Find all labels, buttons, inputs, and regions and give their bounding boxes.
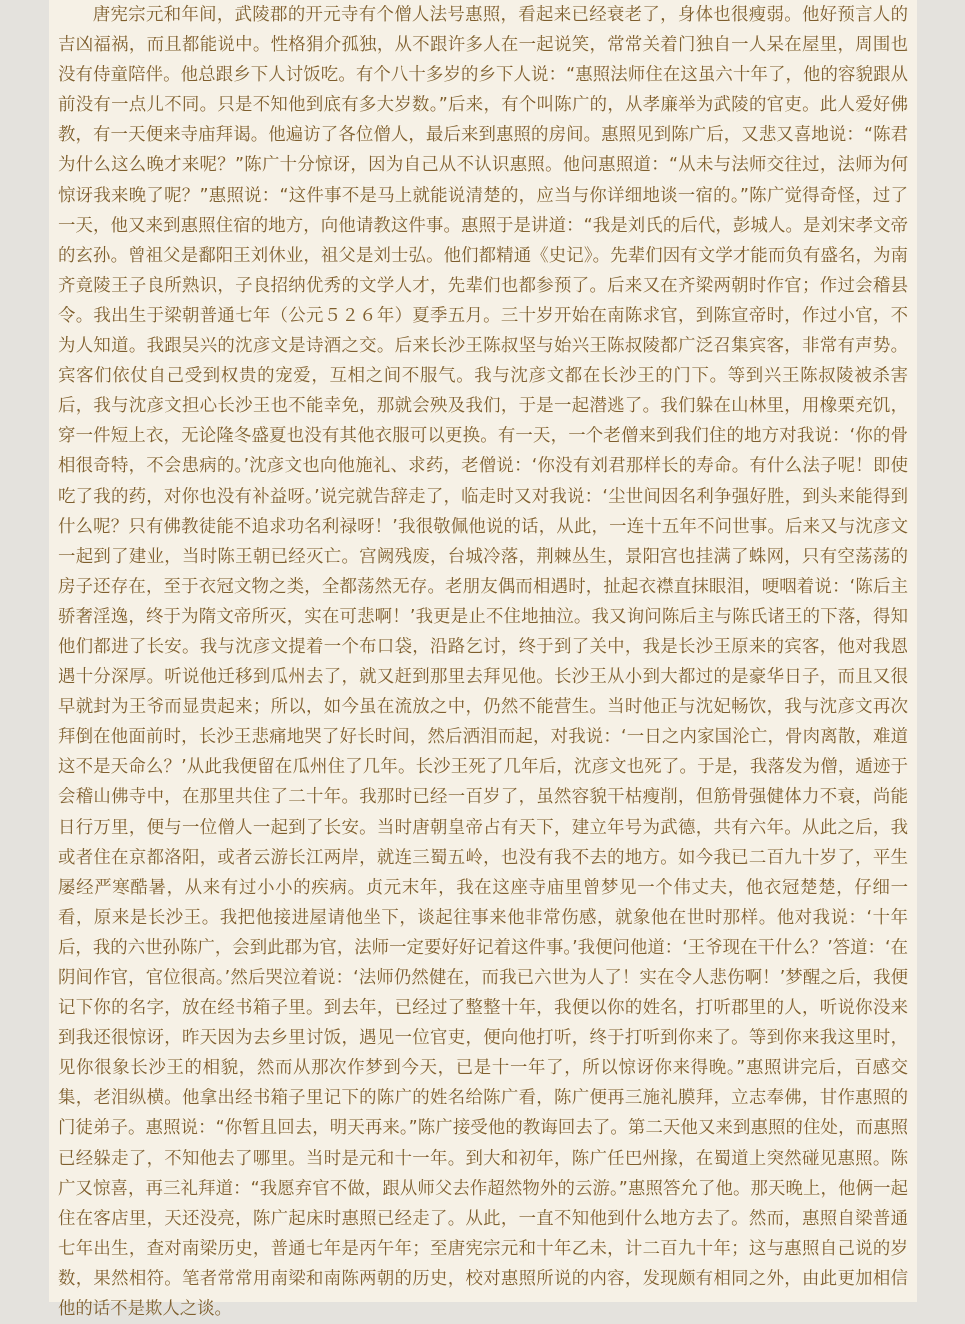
article-text: 唐宪宗元和年间，武陵郡的开元寺有个僧人法号惠照，看起来已经衰老了，身体也很瘦弱。他好预言人的吉凶福祸，而且都能说中。性格狷介孤独，从不跟许多人在一起说笑，常常关着门独自一人呆在屋里，周围也没有侍童陪伴。他总跟乡下人讨饭吃。有个八十多岁的乡下人说：“惠照法师住在这虽六十年了，他的容貌跟从前没有一点儿不同。只是不知他到底有多大岁数。”后来，有个叫陈广的，从孝廉举为武陵的官吏。此人爱好佛教，有一天便来寺庙拜谒。他遍访了各位僧人，最后来到惠照的房间。惠照见到陈广后，又悲又喜地说：“陈君为什么这么晚才来呢？”陈广十分惊讶，因为自己从不认识惠照。他问惠照道：“从未与法师交往过，法师为何惊讶我来晚了呢？”惠照说：“这件事不是马上就能说清楚的，应当与你详细地谈一宿的。”陈广觉得奇怪，过了一天，他又来到惠照住宿的地方，向他请教这件事。惠照于是讲道：“我是刘氏的后代，彭城人。是刘宋孝文帝的玄孙。曾祖父是鄱阳王刘休业，祖父是刘士弘。他们都精通《史记》。先辈们因有文学才能而负有盛名，为南齐竟陵王子良所熟识，子良招纳优秀的文学人才，先辈们也都参预了。后来又在齐梁两朝时作官；作过会稽县令。我出生于梁朝普通七年（公元５２６年）夏季五月。三十岁开始在南陈求官，到陈宣帝时，作过小官，不为人知道。我跟吴兴的沈彦文是诗酒之交。后来长沙王陈叔坚与始兴王陈叔陵都广泛召集宾客，非常有声势。宾客们依仗自己受到权贵的宠爱，互相之间不服气。我与沈彦文都在长沙王的门下。等到兴王陈叔陵被杀害后，我与沈彦文担心长沙王也不能幸免，那就会殃及我们，于是一起潜逃了。我们躲在山林里，用橡栗充饥，穿一件短上衣，无论隆冬盛夏也没有其他衣服可以更换。有一天，一个老僧来到我们住的地方对我说：‘你的骨相很奇特，不会患病的。’沈彦文也向他施礼、求药，老僧说：‘你没有刘君那样长的寿命。有什么法子呢！即使吃了我的药，对你也没有补益呀。’说完就告辞走了，临走时又对我说：‘尘世间因名利争强好胜，到头来能得到什么呢？只有佛教徒能不追求功名利禄呀！’我很敬佩他说的话，从此，一连十五年不问世事。后来又与沈彦文一起到了建业，当时陈王朝已经灭亡。宫阙残废，台城冷落，荆棘丛生，景阳宫也挂满了蛛网，只有空荡荡的房子还存在，至于衣冠文物之类，全都荡然无存。老朋友偶而相遇时，扯起衣襟直抹眼泪，哽咽着说：‘陈后主骄奢淫逸，终于为隋文帝所灭，实在可悲啊！’我更是止不住地抽泣。我又询问陈后主与陈氏诸王的下落，得知他们都进了长安。我与沈彦文提着一个布口袋，沿路乞讨，终于到了关中，我是长沙王原来的宾客，他对我恩遇十分深厚。听说他迁移到瓜州去了，就又赶到那里去拜见他。长沙王从小到大都过的是豪华日子，而且又很早就封为王爷而显贵起来；所以，如今虽在流放之中，仍然不能营生。当时他正与沈妃畅饮，我与沈彦文再次拜倒在他面前时，长沙王悲痛地哭了好长时间，然后洒泪而起，对我说：‘一日之内家国沦亡，骨肉离散，难道这不是天命么？’从此我便留在瓜州住了几年。长沙王死了几年后，沈彦文也死了。于是，我落发为僧，遁迹于会稽山佛寺中，在那里共住了二十年。我那时已经一百岁了，虽然容貌干枯瘦削，但筋骨强健体力不衰，尚能日行万里，便与一位僧人一起到了长安。当时唐朝皇帝占有天下，建立年号为武德，共有六年。从此之后，我或者住在京都洛阳，或者云游长江两岸，就连三蜀五岭，也没有我不去的地方。如今我已二百九十岁了，平生屡经严寒酷暑，从来有过小小的疾病。贞元末年，我在这座寺庙里曾梦见一个伟丈夫，他衣冠楚楚，仔细一看，原来是长沙王。我把他接进屋请他坐下，谈起往事来他非常伤感，就象他在世时那样。他对我说：‘十年后，我的六世孙陈广，会到此郡为官，法师一定要好好记着这件事。’我便问他道：‘王爷现在干什么？’答道：‘在阴间作官，官位很高。’然后哭泣着说：‘法师仍然健在，而我已六世为人了！实在令人悲伤啊！’梦醒之后，我便记下你的名字，放在经书箱子里。到去年，已经过了整整十年，我便以你的姓名，打听郡里的人，听说你没来到我还很惊讶，昨天因为去乡里讨饭，遇见一位官吏，便向他打听，终于打听到你来了。等到你来我这里时，见你很象长沙王的相貌，然而从那次作梦到今天，已是十一年了，所以惊讶你来得晚。”惠照讲完后，百感交集，老泪纵横。他拿出经书箱子里记下的陈广的姓名给陈广看，陈广便再三施礼膜拜，立志奉佛，甘作惠照的门徒弟子。惠照说：“你暂且回去，明天再来。”陈广接受他的教诲回去了。第二天他又来到惠照的住处，而惠照已经躲走了，不知他去了哪里。当时是元和十一年。到大和初年，陈广任巴州掾，在蜀道上突然碰见惠照。陈广又惊喜，再三礼拜道：“我愿弃官不做，跟从师父去作超然物外的云游。”惠照答允了他。那天晚上，他俩一起住在客店里，天还没亮，陈广起床时惠照已经走了。从此，一直不知他到什么地方去了。然而，惠照自梁普通七年出生，查对南梁历史，普通七年是丙午年；至唐宪宗元和十年乙未，计二百九十年；这与惠照自己说的岁数，果然相符。笔者常常用南梁和南陈两朝的历史，校对惠照所说的内容，发现颇有相同之外，由此更加相信他的话不是欺人之谈。: [58, 5, 908, 1320]
page: [49, 0, 917, 1320]
